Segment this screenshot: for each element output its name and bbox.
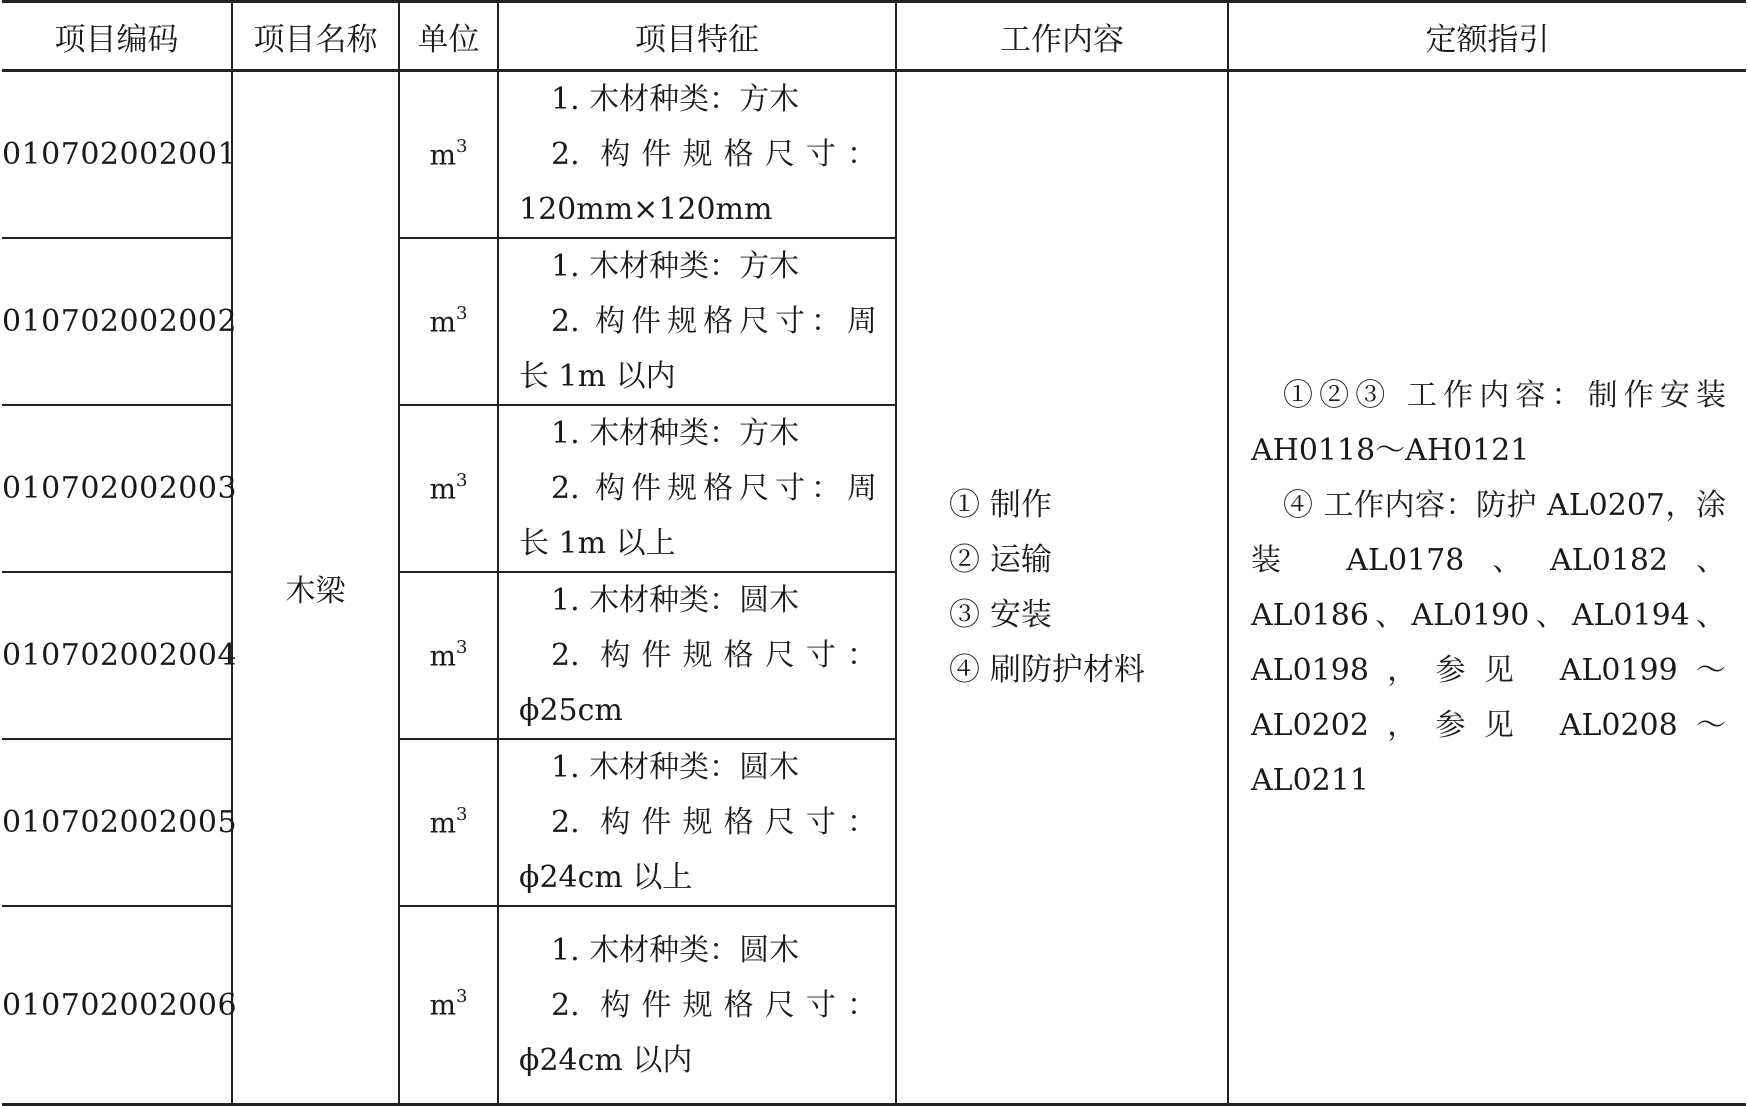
unit-exponent: 3 [456, 302, 468, 324]
feature-size-value: ϕ24cm 以上 [519, 860, 693, 895]
unit-cell [399, 572, 498, 739]
feature-size-value: ϕ24cm 以内 [519, 1042, 693, 1078]
item-code: 010702002003 [2, 405, 232, 572]
feature-size-value: ϕ25cm [519, 693, 623, 728]
work-item-transport: ② 运输 [949, 541, 1052, 578]
unit-base: m [429, 988, 457, 1022]
work-item-make: ① 制作 [949, 486, 1052, 523]
unit-base: m [429, 639, 457, 673]
guide-paragraph-protect: ④ 工作内容：防护 AL0207，涂装 AL0178、AL0182、AL0186、AL0190、AL0194、AL0198，参见 AL0199～AL0202，参见 AL0208～AL0211 [1251, 487, 1726, 798]
item-code: 010702002001 [2, 71, 232, 239]
feature-size: 2. 构件规格尺寸： [551, 638, 877, 673]
quota-spec-table [2, 0, 1746, 1106]
feature-size: 2. 构件规格尺寸： [551, 987, 877, 1023]
item-code: 010702002004 [2, 572, 232, 739]
item-features [498, 405, 896, 572]
unit-exponent: 3 [456, 135, 468, 157]
unit-cell [399, 71, 498, 239]
feature-size: 2. 构件规格尺寸：周 [551, 471, 877, 506]
header-unit: 单位 [399, 2, 498, 71]
feature-material: 1. 木材种类：圆木 [551, 750, 800, 785]
feature-material: 1. 木材种类：方木 [551, 82, 800, 117]
item-code: 010702002005 [2, 739, 232, 906]
header-item-code: 项目编码 [2, 2, 232, 71]
unit-cell [399, 238, 498, 405]
unit-cell [399, 405, 498, 572]
work-item-protect: ④ 刷防护材料 [949, 651, 1145, 688]
feature-size-value: 长 1m 以内 [519, 359, 676, 394]
quota-table-container [2, 0, 1746, 1106]
unit-base: m [429, 305, 457, 339]
header-item-features: 项目特征 [498, 2, 896, 71]
item-features [498, 238, 896, 405]
unit-base: m [429, 138, 457, 172]
header-work-content: 工作内容 [896, 2, 1228, 71]
unit-cell [399, 739, 498, 906]
header-item-name: 项目名称 [232, 2, 399, 71]
unit-base: m [429, 806, 457, 840]
header-quota-guide: 定额指引 [1228, 2, 1746, 71]
table-row [2, 71, 1746, 239]
feature-size: 2. 构件规格尺寸： [551, 137, 877, 172]
feature-material: 1. 木材种类：圆木 [551, 583, 800, 618]
header-row [2, 2, 1746, 71]
item-name: 木梁 [232, 71, 399, 1105]
unit-exponent: 3 [456, 636, 468, 658]
feature-size: 2. 构件规格尺寸：周 [551, 304, 877, 339]
feature-material: 1. 木材种类：圆木 [551, 932, 800, 968]
unit-base: m [429, 472, 457, 506]
unit-exponent: 3 [456, 803, 468, 825]
item-code: 010702002002 [2, 238, 232, 405]
unit-exponent: 3 [456, 469, 468, 491]
item-code: 010702002006 [2, 906, 232, 1105]
item-features [498, 739, 896, 906]
feature-material: 1. 木材种类：方木 [551, 416, 800, 451]
quota-guide-cell [1228, 71, 1746, 1105]
unit-cell [399, 906, 498, 1105]
item-features [498, 572, 896, 739]
feature-size: 2. 构件规格尺寸： [551, 805, 877, 840]
guide-paragraph-install: ①②③ 工作内容：制作安装 AH0118～AH0121 [1251, 377, 1726, 468]
feature-size-value: 长 1m 以上 [519, 526, 676, 561]
unit-exponent: 3 [456, 986, 468, 1008]
work-content-cell [896, 71, 1228, 1105]
feature-material: 1. 木材种类：方木 [551, 249, 800, 284]
item-features [498, 71, 896, 239]
feature-size-value: 120mm×120mm [519, 192, 773, 227]
item-features [498, 906, 896, 1105]
work-item-install: ③ 安装 [949, 596, 1052, 633]
